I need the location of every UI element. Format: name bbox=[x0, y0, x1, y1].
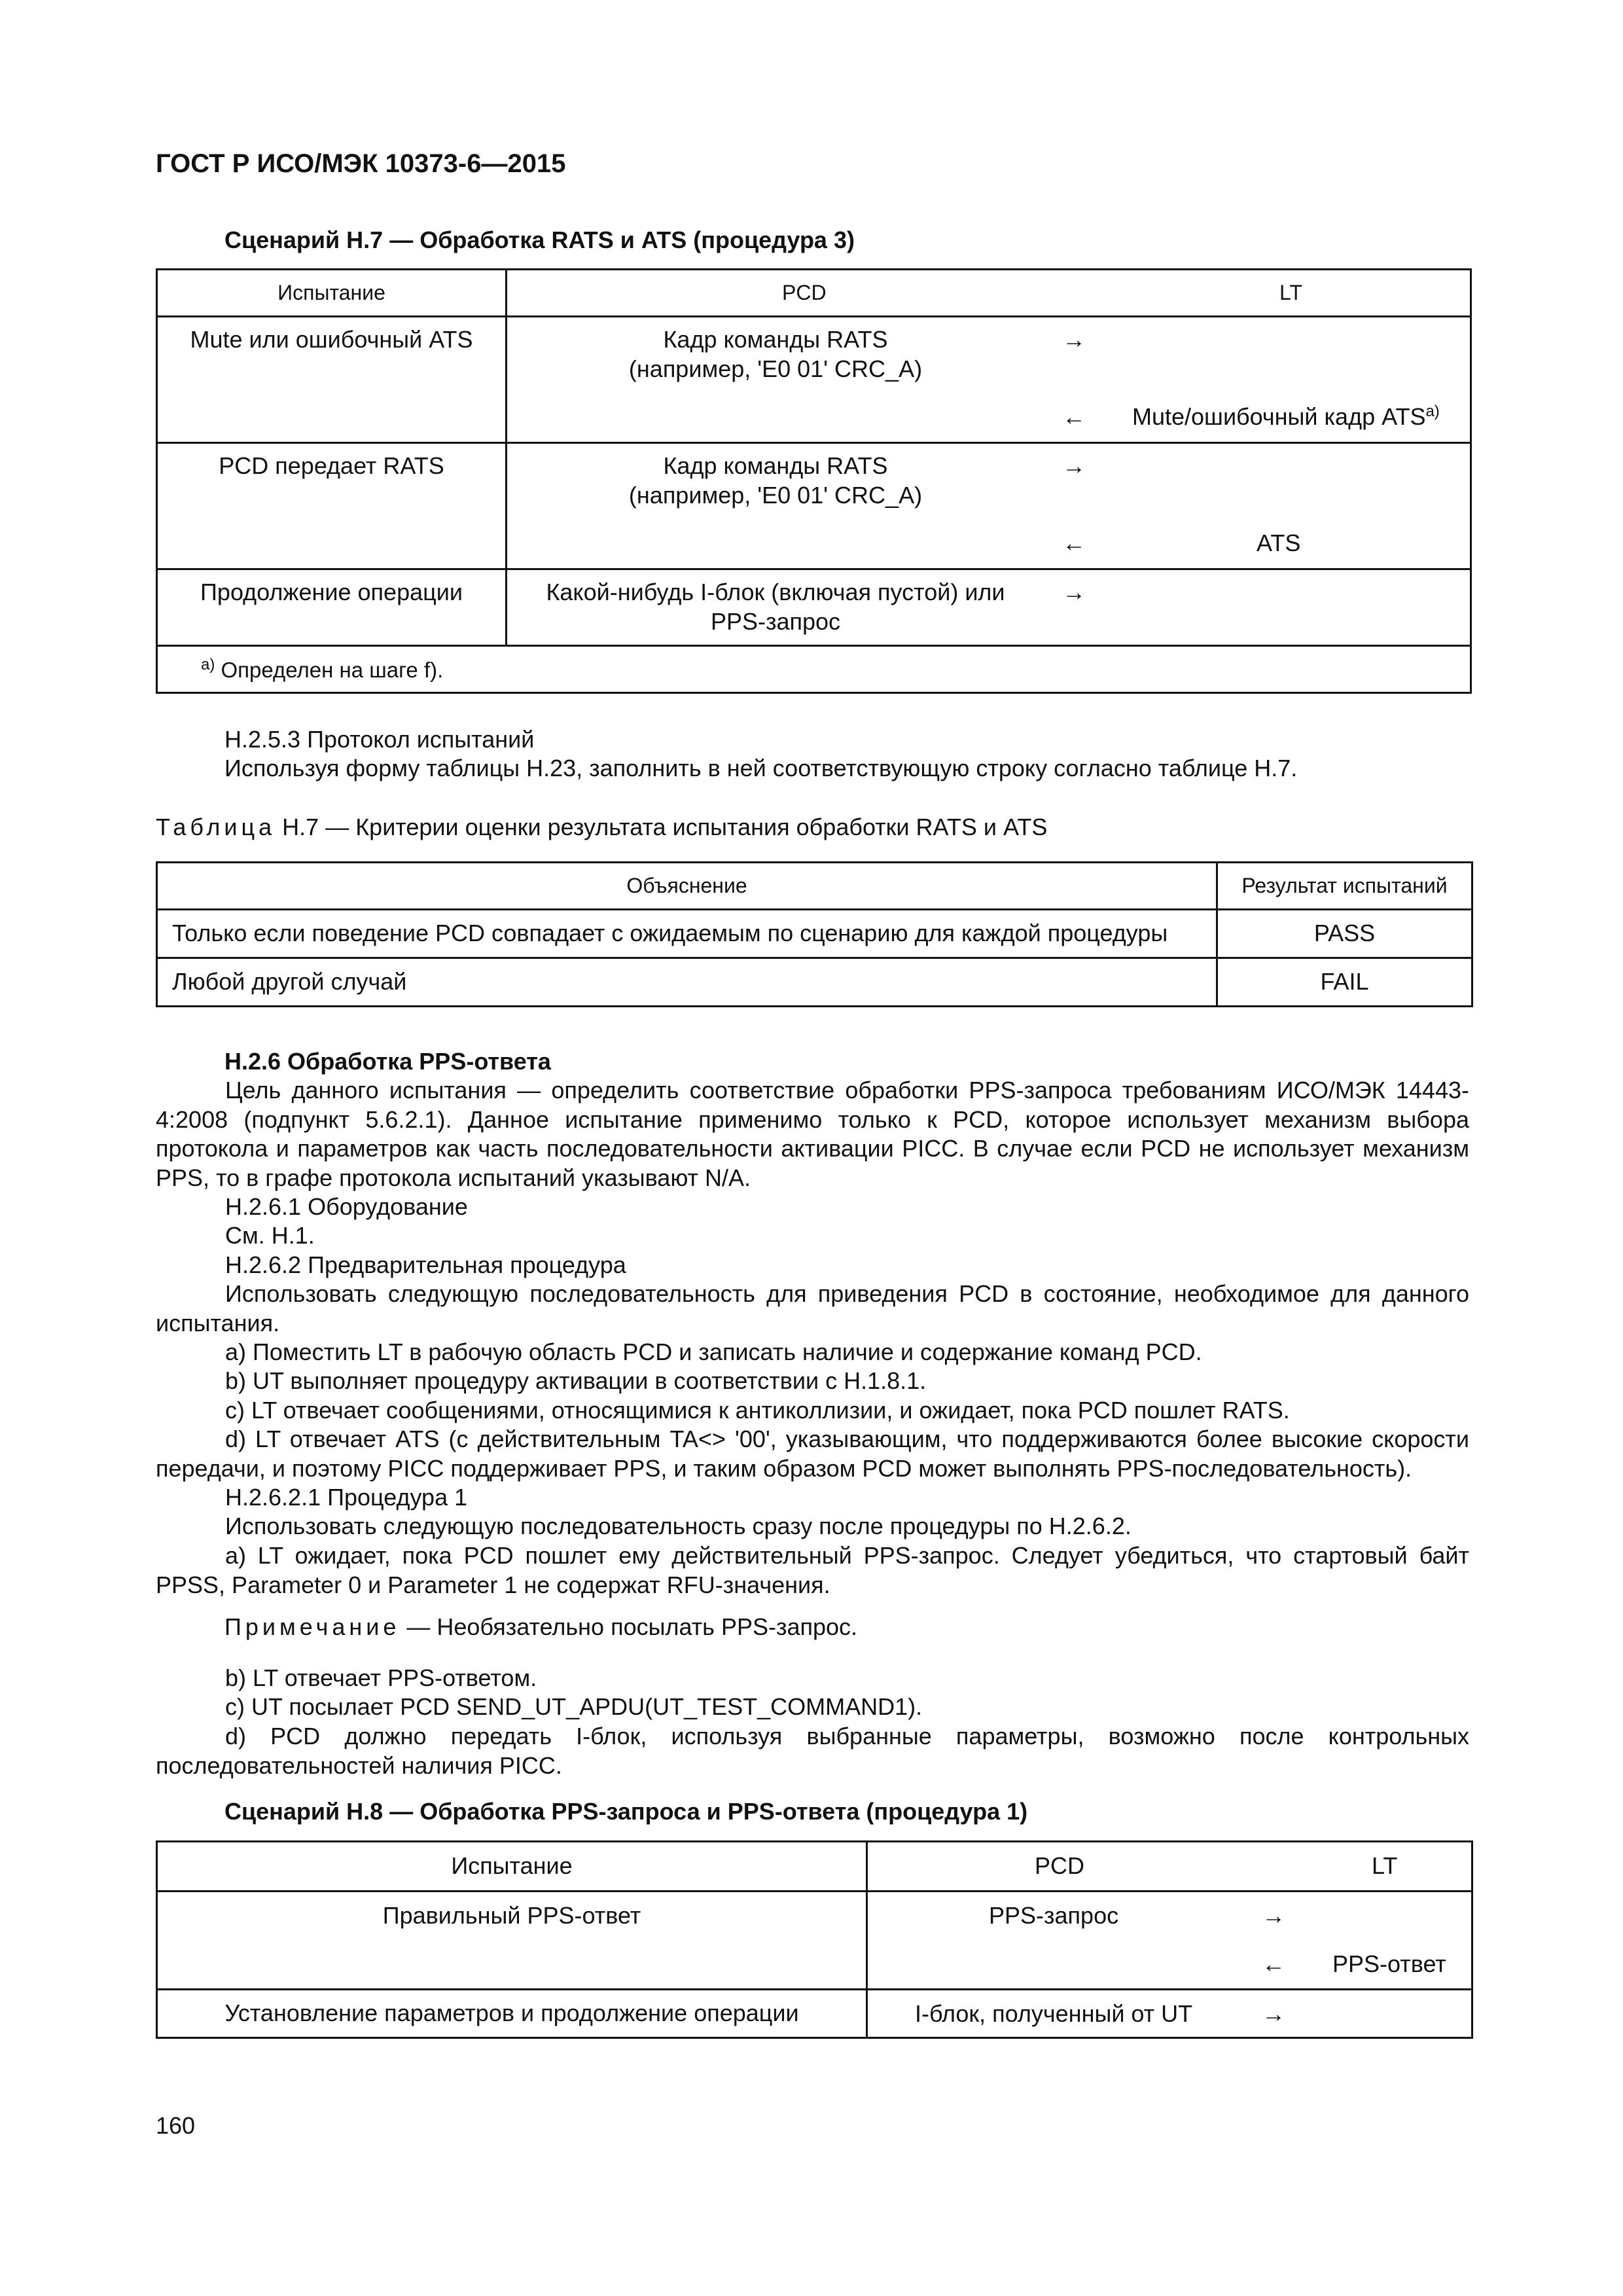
arrow-right-icon: → bbox=[1262, 2000, 1285, 2027]
equip-heading: H.2.6.1 Оборудование bbox=[225, 1193, 468, 1220]
proc1-text: Использовать следующую последовательность сразу после процедуры по H.2.6.2. bbox=[225, 1513, 1132, 1539]
table-footnote: $^{a)}$ Определен на шаге f). bbox=[157, 646, 1471, 693]
table-h7-caption bbox=[156, 813, 1047, 842]
criteria-table bbox=[156, 861, 1473, 1007]
prelim-heading: H.2.6.2 Предварительная процедура bbox=[225, 1251, 626, 1278]
pcd-text: Кадр команды RATS bbox=[663, 326, 888, 353]
section-heading: Н.2.6 Обработка PPS-ответа bbox=[224, 1048, 551, 1075]
step-a: a) Поместить LT в рабочую область PCD и записать наличие и содержание команд PCD. bbox=[225, 1338, 1202, 1365]
note-label: Примечание bbox=[224, 1613, 401, 1640]
arrow-right-icon: → bbox=[1062, 326, 1086, 353]
test-cell: Продолжение операции bbox=[157, 569, 507, 646]
pcd-text: Кадр команды RATS bbox=[663, 452, 888, 479]
table-row bbox=[157, 569, 1471, 646]
arrow-right-icon: → bbox=[1062, 452, 1086, 479]
explanation-cell: Любой другой случай bbox=[157, 958, 1217, 1007]
test-cell: Mute или ошибочный ATS bbox=[157, 317, 507, 443]
note bbox=[224, 1613, 857, 1642]
section-intro: Цель данного испытания — определить соответствие обработки PPS-запроса требованиям ИСО/МЭК 14443-4:2008 (подпункт 5.6.2.1). Данное испытание применимо только к PCD, которое использует механизм выбора протокола и параметров как часть последовательности активации PICC. В случае если PCD не использует механизм PPS, то в графе протокола испытаний указывают N/A. bbox=[156, 1077, 1469, 1191]
pcd-text: I-блок, полученный от UT bbox=[915, 2000, 1193, 2027]
lt-text: ATS bbox=[1257, 529, 1301, 556]
proc1-step-d: d) PCD должно передать I-блок, используя выбранные параметры, возможно после контрольных последовательностей наличия PICC. bbox=[156, 1723, 1469, 1779]
footnote-mark: a) bbox=[1425, 403, 1440, 420]
lt-text: PPS-ответ bbox=[1332, 1950, 1446, 1977]
pcd-text: (например, 'E0 01' CRC_A) bbox=[628, 481, 923, 509]
step-d: d) LT отвечает ATS (с действительным TA<> '00', указывающим, что поддерживаются более высокие скорости передачи, и поэтому PICC поддерживает PPS, и таким образом PCD может выполнять PPS-последовательность). bbox=[156, 1426, 1469, 1482]
footnote-row bbox=[157, 646, 1471, 693]
pcd-text: Какой-нибудь I-блок (включая пустой) или bbox=[546, 579, 1005, 605]
proc1-step-a: a) LT ожидает, пока PCD пошлет ему действительный PPS-запрос. Следует убедиться, что стартовый байт PPSS, Parameter 0 и Parameter 1 не содержат RFU-значения. bbox=[156, 1542, 1469, 1598]
column-header: LT bbox=[1372, 1852, 1398, 1879]
table-title: H.7 — Критерии оценки результата испытания обработки RATS и ATS bbox=[282, 814, 1048, 840]
table-row bbox=[157, 910, 1472, 958]
protocol-text: Используя форму таблицы H.23, заполнить в ней соответствующую строку согласно таблице H.7. bbox=[224, 755, 1298, 781]
proc1-step-b: b) LT отвечает PPS-ответом. bbox=[225, 1664, 537, 1691]
scenario-h7-title: Сценарий Н.7 — Обработка RATS и ATS (процедура 3) bbox=[224, 226, 855, 253]
arrow-left-icon: ← bbox=[1062, 403, 1086, 430]
result-cell: FAIL bbox=[1217, 958, 1472, 1007]
explanation-cell: Только если поведение PCD совпадает с ожидаемым по сценарию для каждой процедуры bbox=[157, 910, 1217, 958]
table-row bbox=[157, 1990, 1472, 2038]
pcd-text: (например, 'E0 01' CRC_A) bbox=[628, 355, 923, 382]
note-text: — Необязательно посылать PPS-запрос. bbox=[406, 1613, 858, 1640]
pcd-text: PPS-запрос bbox=[710, 607, 841, 635]
exchange-cell bbox=[867, 1892, 1472, 1990]
exchange-cell bbox=[507, 317, 1471, 443]
footnote-mark: a) bbox=[201, 656, 215, 673]
scenario-h8-title: Сценарий H.8 — Обработка PPS-запроса и PPS-ответа (процедура 1) bbox=[224, 1798, 1028, 1825]
proc1-heading: H.2.6.2.1 Процедура 1 bbox=[225, 1484, 468, 1511]
column-header: Испытание bbox=[157, 1842, 867, 1892]
table-row bbox=[157, 443, 1471, 569]
result-cell: PASS bbox=[1217, 910, 1472, 958]
test-cell: Правильный PPS-ответ bbox=[157, 1892, 867, 1990]
step-c: c) LT отвечает сообщениями, относящимися к антиколлизии, и ожидает, пока PCD пошлет RATS. bbox=[225, 1397, 1290, 1424]
exchange-cell bbox=[507, 569, 1471, 646]
column-header: PCD bbox=[782, 281, 827, 304]
prelim-text: Использовать следующую последовательность для приведения PCD в состояние, необходимое для данного испытания. bbox=[156, 1280, 1469, 1336]
scenario-h7-table bbox=[156, 268, 1472, 694]
scenario-h8-table bbox=[156, 1840, 1473, 2039]
exchange-cell bbox=[867, 1990, 1472, 2038]
column-header-group bbox=[867, 1842, 1472, 1892]
column-header: Испытание bbox=[157, 270, 507, 317]
column-header: PCD bbox=[1035, 1852, 1085, 1879]
lt-text: Mute/ошибочный кадр ATS$^{a)}$ bbox=[1132, 403, 1440, 430]
table-row bbox=[157, 317, 1471, 443]
column-header: LT bbox=[1279, 281, 1302, 304]
pcd-text: PPS-запрос bbox=[989, 1902, 1119, 1929]
test-cell: Установление параметров и продолжение операции bbox=[157, 1990, 867, 2038]
arrow-right-icon: → bbox=[1062, 579, 1086, 605]
protocol-heading: H.2.5.3 Протокол испытаний bbox=[224, 726, 535, 753]
table-row bbox=[157, 1892, 1472, 1990]
step-b: b) UT выполняет процедуру активации в соответствии с H.1.8.1. bbox=[225, 1367, 927, 1394]
equip-text: См. H.1. bbox=[225, 1222, 315, 1249]
table-label: Таблица bbox=[156, 814, 276, 840]
arrow-right-icon: → bbox=[1262, 1902, 1285, 1929]
arrow-left-icon: ← bbox=[1062, 529, 1086, 556]
proc1-step-c: c) UT посылает PCD SEND_UT_APDU(UT_TEST_COMMAND1). bbox=[225, 1693, 923, 1720]
column-header: Объяснение bbox=[157, 863, 1217, 910]
exchange-cell bbox=[507, 443, 1471, 569]
table-row bbox=[157, 958, 1472, 1007]
column-header: Результат испытаний bbox=[1217, 863, 1472, 910]
column-header-group bbox=[507, 270, 1471, 317]
page-number: 160 bbox=[156, 2112, 196, 2139]
document-header: ГОСТ Р ИСО/МЭК 10373-6—2015 bbox=[156, 149, 566, 178]
test-cell: PCD передает RATS bbox=[157, 443, 507, 569]
arrow-left-icon: ← bbox=[1262, 1950, 1285, 1977]
